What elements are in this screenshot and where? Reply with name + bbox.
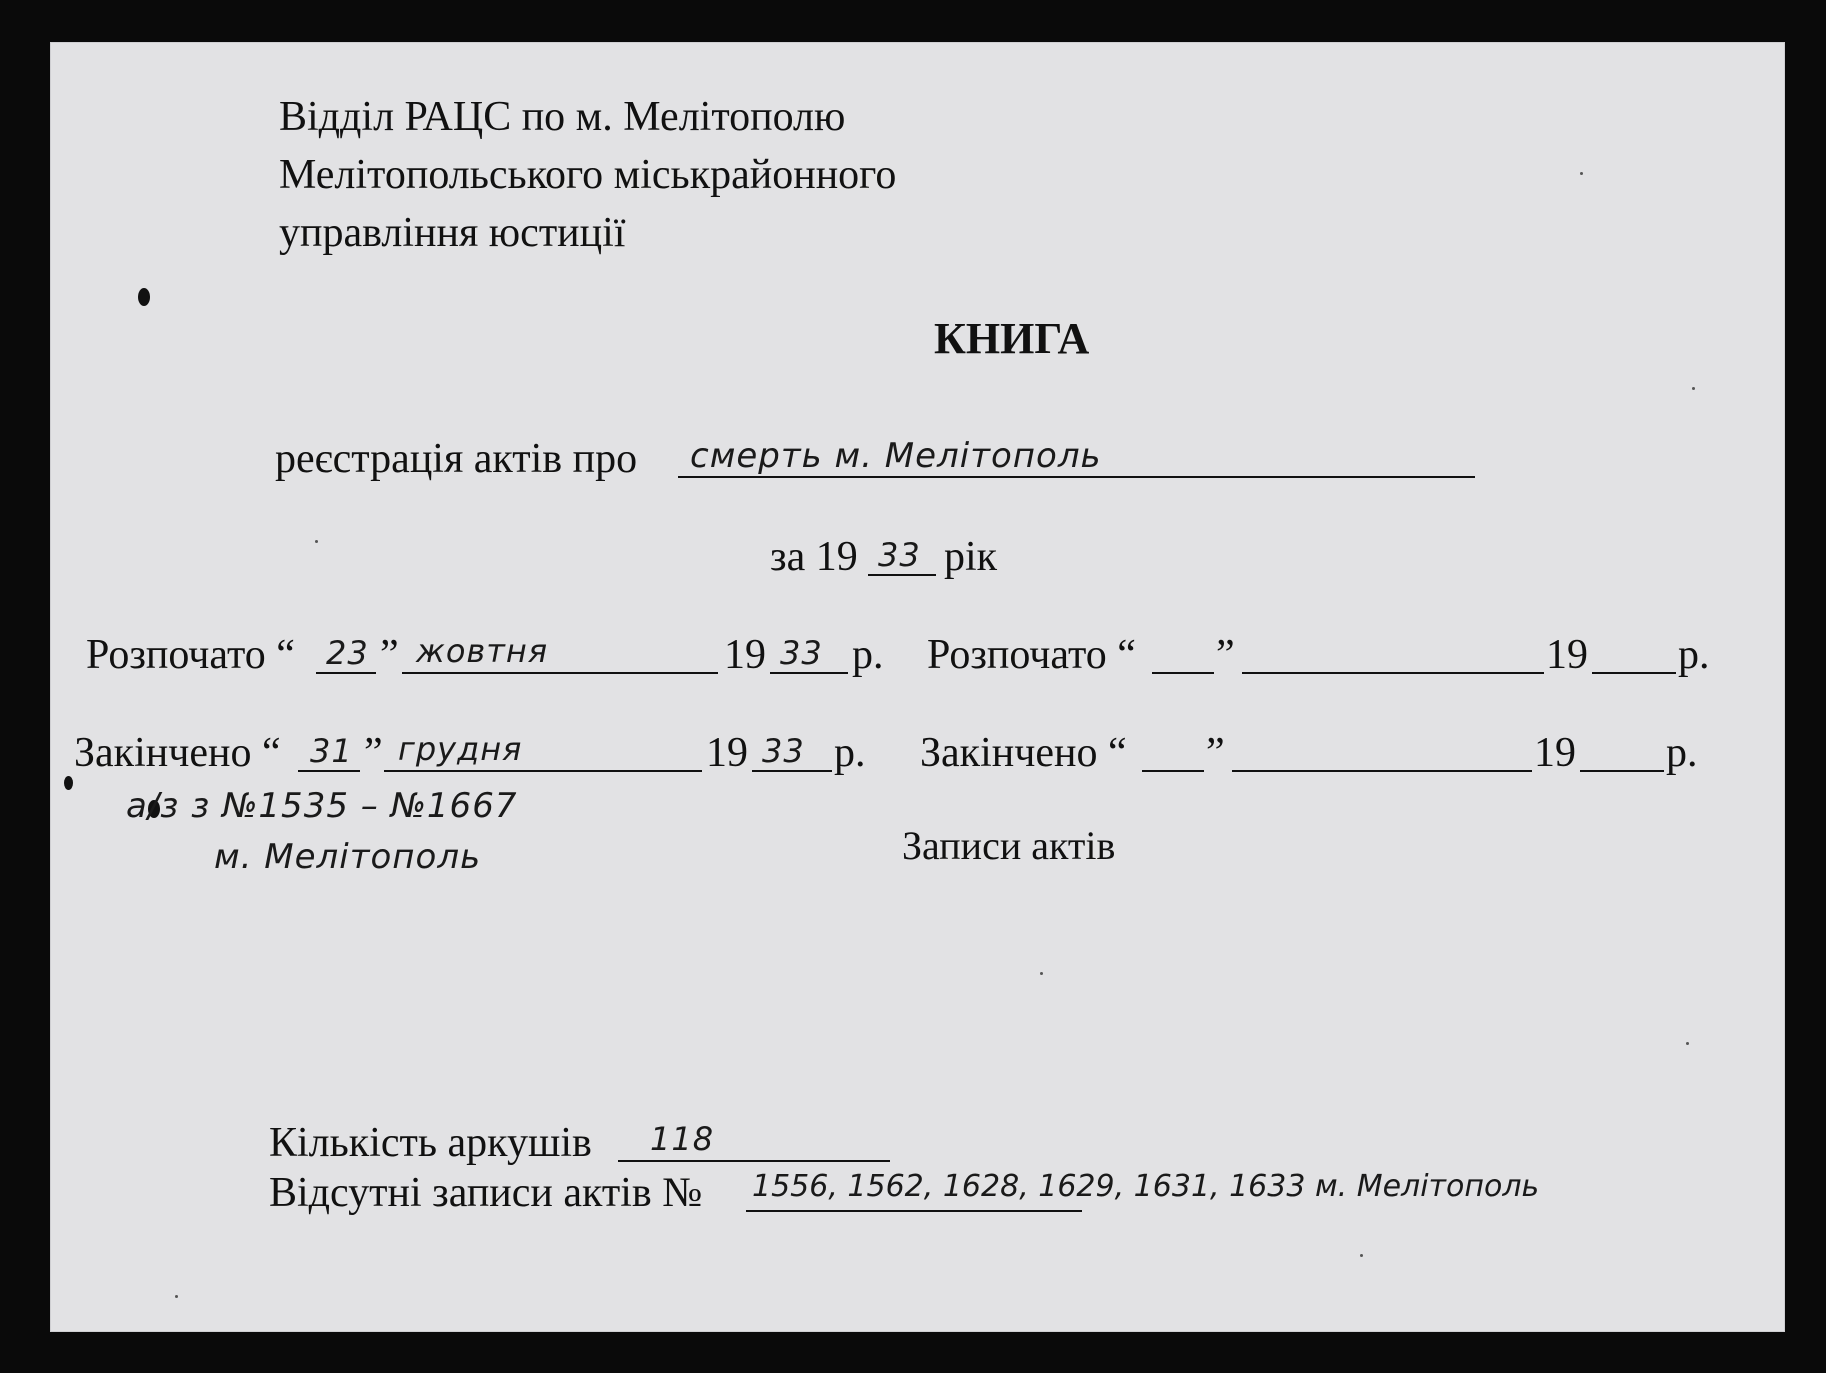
started-left-quote: ” <box>380 632 399 678</box>
started-left-year-prefix: 19 <box>724 632 766 678</box>
started-right-quote: ” <box>1216 632 1235 678</box>
finished-right-quote: ” <box>1206 730 1225 776</box>
punch-hole-middle <box>64 776 73 790</box>
finished-right-day-line <box>1142 770 1204 772</box>
started-left-month-line <box>402 672 718 674</box>
year-prefix: за 19 <box>770 534 858 580</box>
records-label: Записи актів <box>902 823 1116 868</box>
registration-value: смерть м. Мелітополь <box>690 436 1102 476</box>
started-left-year-line <box>770 672 848 674</box>
sheets-underline <box>618 1160 890 1162</box>
finished-left-year: 33 <box>762 732 805 770</box>
year-suffix: рік <box>944 534 998 580</box>
year-underline <box>868 574 936 576</box>
finished-left-year-line <box>752 770 832 772</box>
punch-hole-top <box>138 288 150 306</box>
document-page <box>50 42 1785 1332</box>
header-line-1: Відділ РАЦС по м. Мелітополю <box>279 94 846 140</box>
page-title: КНИГА <box>934 314 1090 363</box>
started-left-month: жовтня <box>416 632 549 670</box>
started-left-day-line <box>316 672 376 674</box>
note-line-1: а/з з №1535 – №1667 <box>126 786 518 826</box>
started-right-month-line <box>1242 672 1544 674</box>
speck <box>1580 172 1583 175</box>
year-value: 33 <box>878 536 921 574</box>
finished-left-year-prefix: 19 <box>706 730 748 776</box>
header-line-2: Мелітопольського міськрайонного <box>279 152 897 198</box>
started-right-year-prefix: 19 <box>1546 632 1588 678</box>
speck <box>175 1295 178 1298</box>
speck <box>1692 387 1695 390</box>
started-right-label: Розпочато “ <box>927 632 1136 678</box>
missing-label: Відсутні записи актів № <box>269 1170 703 1216</box>
finished-left-quote: ” <box>364 730 383 776</box>
finished-right-month-line <box>1232 770 1532 772</box>
finished-right-year-line <box>1580 770 1664 772</box>
finished-right-suffix: р. <box>1666 730 1698 776</box>
note-line-2: м. Мелітополь <box>214 837 482 877</box>
finished-left-suffix: р. <box>834 730 866 776</box>
missing-value: 1556, 1562, 1628, 1629, 1631, 1633 м. Мелітополь <box>752 1169 1540 1204</box>
started-right-day-line <box>1152 672 1214 674</box>
started-right-year-line <box>1592 672 1676 674</box>
finished-right-year-prefix: 19 <box>1534 730 1576 776</box>
started-left-suffix: р. <box>852 632 884 678</box>
finished-left-day: 31 <box>310 732 353 770</box>
registration-label: реєстрація актів про <box>275 436 638 482</box>
sheets-value: 118 <box>650 1120 715 1158</box>
speck <box>1040 972 1043 975</box>
sheets-label: Кількість аркушів <box>269 1120 592 1166</box>
finished-left-month: грудня <box>398 730 523 768</box>
speck <box>1686 1042 1689 1045</box>
finished-right-label: Закінчено “ <box>920 730 1127 776</box>
finished-left-day-line <box>298 770 360 772</box>
finished-left-month-line <box>384 770 702 772</box>
finished-left-label: Закінчено “ <box>74 730 281 776</box>
speck <box>1360 1254 1363 1257</box>
started-left-day: 23 <box>326 634 369 672</box>
registration-underline <box>678 476 1475 478</box>
started-left-label: Розпочато “ <box>86 632 295 678</box>
started-left-year: 33 <box>780 634 823 672</box>
missing-underline <box>746 1210 1082 1212</box>
header-line-3: управління юстиції <box>279 210 626 256</box>
speck <box>315 540 318 543</box>
started-right-suffix: р. <box>1678 632 1710 678</box>
